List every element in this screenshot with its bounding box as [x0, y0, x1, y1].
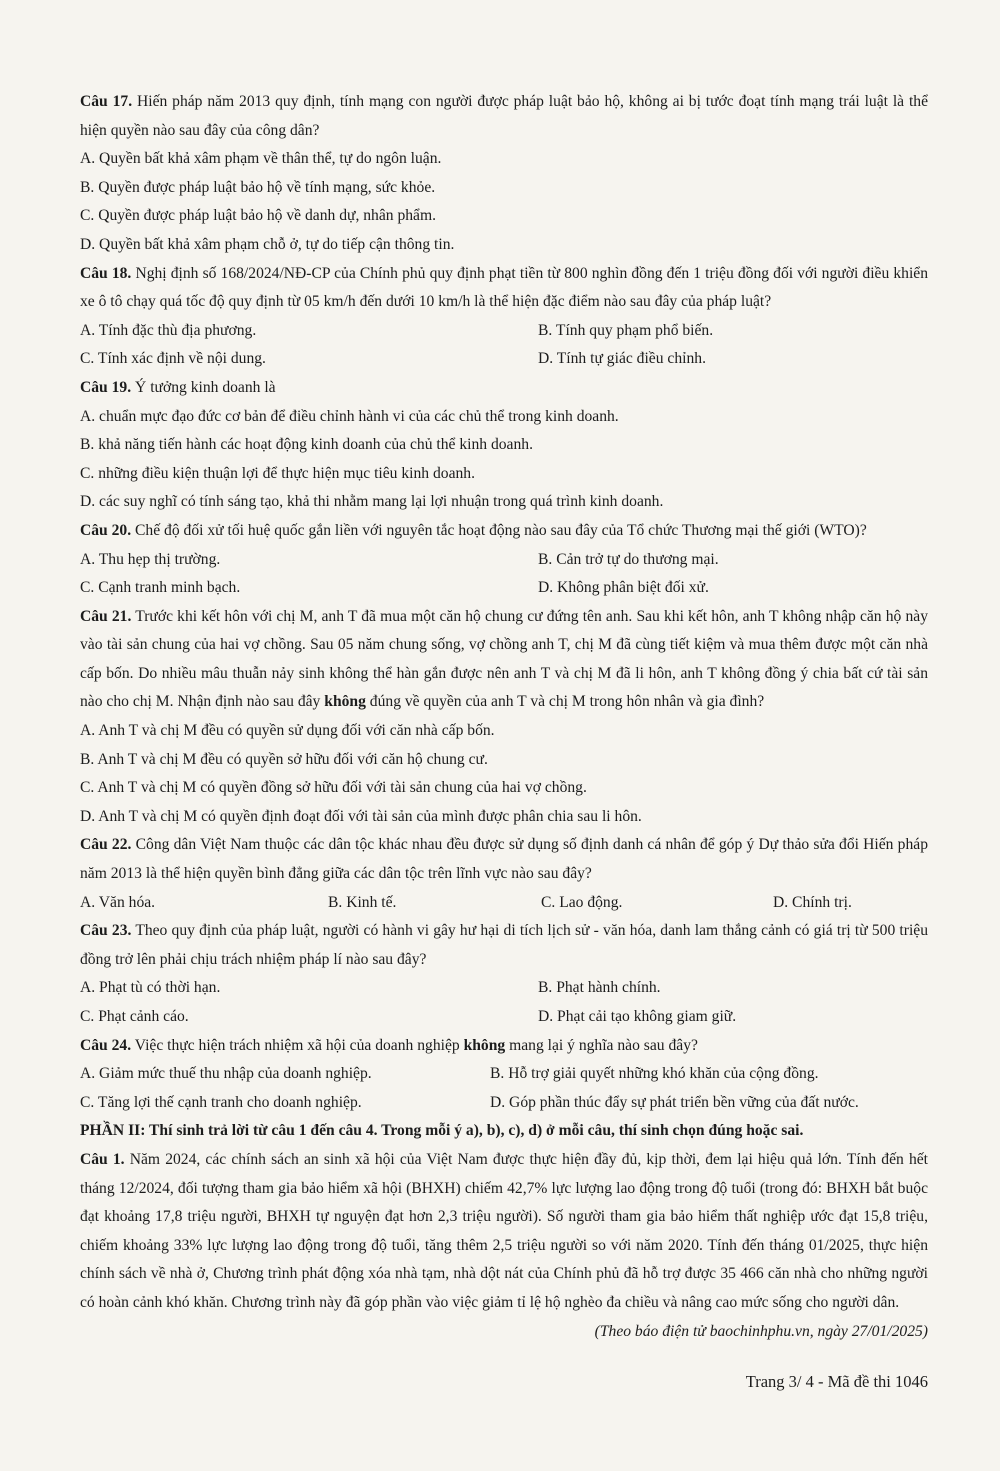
option-a: A. Tính đặc thù địa phương. [80, 321, 257, 339]
option-b: B. Quyền được pháp luật bảo hộ về tính mạng, sức khỏe. [80, 178, 436, 196]
option-a: A. Văn hóa. [80, 893, 156, 911]
question-text-end: mang lại ý nghĩa nào sau đây? [509, 1036, 698, 1054]
options-grid [80, 974, 928, 1031]
question-19 [80, 374, 928, 403]
question-text: Chế độ đối xử tối huệ quốc gắn liền với nguyên tắc hoạt động nào sau đây của Tổ chức Thương mại thế giới (WTO)? [135, 521, 867, 539]
negation-keyword: không [463, 1036, 506, 1054]
question-23 [80, 917, 928, 974]
options-grid [80, 317, 928, 374]
option-c: C. Phạt cảnh cáo. [80, 1008, 189, 1025]
part2-question-1 [80, 1146, 928, 1318]
question-number: Câu 19. [80, 378, 132, 396]
option-a: A. Giảm mức thuế thu nhập của doanh nghiệp. [80, 1065, 372, 1083]
question-text: Nghị định số 168/2024/NĐ-CP của Chính phủ quy định phạt tiền từ 800 nghìn đồng đến 1 triệu đồng đối với người điều khiển xe ô tô chạy quá tốc độ quy định từ 05 km/h đến dưới 10 km/h là thể hiện đặc điểm nào sau đây của pháp luật? [80, 264, 928, 311]
question-number: Câu 20. [80, 521, 132, 539]
question-22 [80, 831, 928, 888]
option-d: D. Tính tự giác điều chỉnh. [538, 350, 706, 368]
option-a: A. chuẩn mực đạo đức cơ bản để điều chỉnh hành vi của các chủ thể trong kinh doanh. [80, 407, 619, 425]
option-d: D. Chính trị. [773, 893, 852, 911]
option-a: A. Thu hẹp thị trường. [80, 550, 221, 568]
option-c: C. Lao động. [541, 893, 623, 911]
option-d: D. Quyền bất khả xâm phạm chỗ ở, tự do tiếp cận thông tin. [80, 235, 455, 253]
options-grid [80, 1060, 928, 1117]
question-number: Câu 21. [80, 607, 132, 625]
option-b: B. Phạt hành chính. [538, 979, 661, 997]
question-18 [80, 260, 928, 317]
option-c: C. Quyền được pháp luật bảo hộ về danh dự, nhân phẩm. [80, 207, 437, 225]
source-citation: (Theo báo điện tử baochinhphu.vn, ngày 27/01/2025) [594, 1322, 928, 1340]
option-d: D. Phạt cải tạo không giam giữ. [538, 1008, 737, 1025]
option-b: B. Cản trở tự do thương mại. [538, 550, 719, 568]
option-c: C. Cạnh tranh minh bạch. [80, 579, 241, 597]
option-a: A. Quyền bất khả xâm phạm về thân thể, tự do ngôn luận. [80, 150, 442, 168]
page-footer: Trang 3/ 4 - Mã đề thi 1046 [745, 1372, 928, 1391]
question-number: Câu 1. [80, 1150, 125, 1168]
option-c: C. Anh T và chị M có quyền đồng sở hữu đối với tài sản chung của hai vợ chồng. [80, 779, 587, 797]
question-passage: Năm 2024, các chính sách an sinh xã hội của Việt Nam được thực hiện đầy đủ, kịp thời, đem lại hiệu quả lớn. Tính đến hết tháng 12/2024, đối tượng tham gia bảo hiểm xã hội (BHXH) chiếm 42,7% lực lượng lao động trong độ tuổi (trong đó: BHXH bắt buộc đạt khoảng 17,8 triệu người, BHXH tự nguyện đạt hơn 2,3 triệu người). Số người tham gia bảo hiểm thất nghiệp ước đạt 15,8 triệu, chiếm khoảng 33% lực lượng lao động trong độ tuổi, tăng thêm 2,5 triệu người so với năm 2020. Tính đến tháng 01/2025, thực hiện chính sách về nhà ở, Chương trình phát động xóa nhà tạm, nhà dột nát của Chính phủ đã hỗ trợ được 35 466 căn nhà cho những người có hoàn cảnh khó khăn. Chương trình này đã góp phần vào việc giảm tỉ lệ hộ nghèo đa chiều và nâng cao mức sống cho người dân. [80, 1150, 929, 1311]
question-number: Câu 18. [80, 264, 132, 282]
option-c: C. Tăng lợi thế cạnh tranh cho doanh nghiệp. [80, 1093, 362, 1111]
option-c: C. những điều kiện thuận lợi để thực hiện mục tiêu kinh doanh. [80, 464, 475, 482]
question-number: Câu 22. [80, 836, 132, 854]
question-20 [80, 517, 928, 546]
options-grid [80, 889, 928, 918]
option-a: A. Phạt tù có thời hạn. [80, 979, 221, 997]
option-d: D. Anh T và chị M có quyền định đoạt đối với tài sản của mình được phân chia sau li hôn. [80, 807, 642, 825]
option-d: D. Góp phần thúc đẩy sự phát triển bền vững của đất nước. [490, 1093, 859, 1111]
option-b: B. Anh T và chị M đều có quyền sở hữu đối với căn hộ chung cư. [80, 750, 488, 768]
option-c: C. Tính xác định về nội dung. [80, 350, 266, 368]
option-d: D. các suy nghĩ có tính sáng tạo, khả thi nhằm mang lại lợi nhuận trong quá trình kinh doanh. [80, 493, 664, 511]
question-text: Việc thực hiện trách nhiệm xã hội của doanh nghiệp [134, 1036, 460, 1054]
option-b: B. Kinh tế. [328, 893, 397, 911]
question-17 [80, 88, 928, 145]
part-2-heading: PHẦN II: Thí sinh trả lời từ câu 1 đến câu 4. Trong mỗi ý a), b), c), d) ở mỗi câu, thí sinh chọn đúng hoặc sai. [80, 1122, 804, 1140]
question-text-end: đúng về quyền của anh T và chị M trong hôn nhân và gia đình? [369, 693, 765, 711]
option-b: B. Tính quy phạm phổ biến. [538, 321, 714, 339]
option-b: B. Hỗ trợ giải quyết những khó khăn của cộng đồng. [490, 1065, 819, 1083]
question-number: Câu 24. [80, 1036, 132, 1054]
option-b: B. khả năng tiến hành các hoạt động kinh doanh của chủ thể kinh doanh. [80, 436, 533, 454]
question-text: Công dân Việt Nam thuộc các dân tộc khác nhau đều được sử dụng số định danh cá nhân để góp ý Dự thảo sửa đổi Hiến pháp năm 2013 là thể hiện quyền bình đẳng giữa các dân tộc trên lĩnh vực nào sau đây? [80, 836, 928, 883]
question-number: Câu 23. [80, 922, 132, 940]
question-number: Câu 17. [80, 93, 133, 110]
question-text: Trước khi kết hôn với chị M, anh T đã mua một căn hộ chung cư đứng tên anh. Sau khi kết hôn, anh T không nhập căn hộ này vào tài sản chung của hai vợ chồng. Sau 05 năm chung sống, vợ chồng anh T, chị M đã cùng tiết kiệm và mua thêm được một căn nhà cấp bốn. Do nhiều mâu thuẫn nảy sinh không thể hàn gắn được nên anh T và chị M đã li hôn, anh T không đồng ý chia bất cứ tài sản nào cho chị M. Nhận định nào sau đây [80, 607, 928, 711]
option-d: D. Không phân biệt đối xử. [538, 579, 709, 597]
question-21 [80, 603, 928, 717]
option-a: A. Anh T và chị M đều có quyền sử dụng đối với căn nhà cấp bốn. [80, 722, 495, 740]
question-text: Theo quy định của pháp luật, người có hành vi gây hư hại di tích lịch sử - văn hóa, danh lam thắng cảnh có giá trị từ 500 triệu đồng trở lên phải chịu trách nhiệm pháp lí nào sau đây? [80, 922, 929, 968]
negation-keyword: không [324, 693, 366, 711]
question-text: Hiến pháp năm 2013 quy định, tính mạng con người được pháp luật bảo hộ, không ai bị tước đoạt tính mạng trái luật là thể hiện quyền nào sau đây của công dân? [80, 93, 929, 139]
options-grid [80, 546, 928, 603]
question-24 [80, 1032, 928, 1061]
question-text: Ý tưởng kinh doanh là [135, 378, 276, 396]
